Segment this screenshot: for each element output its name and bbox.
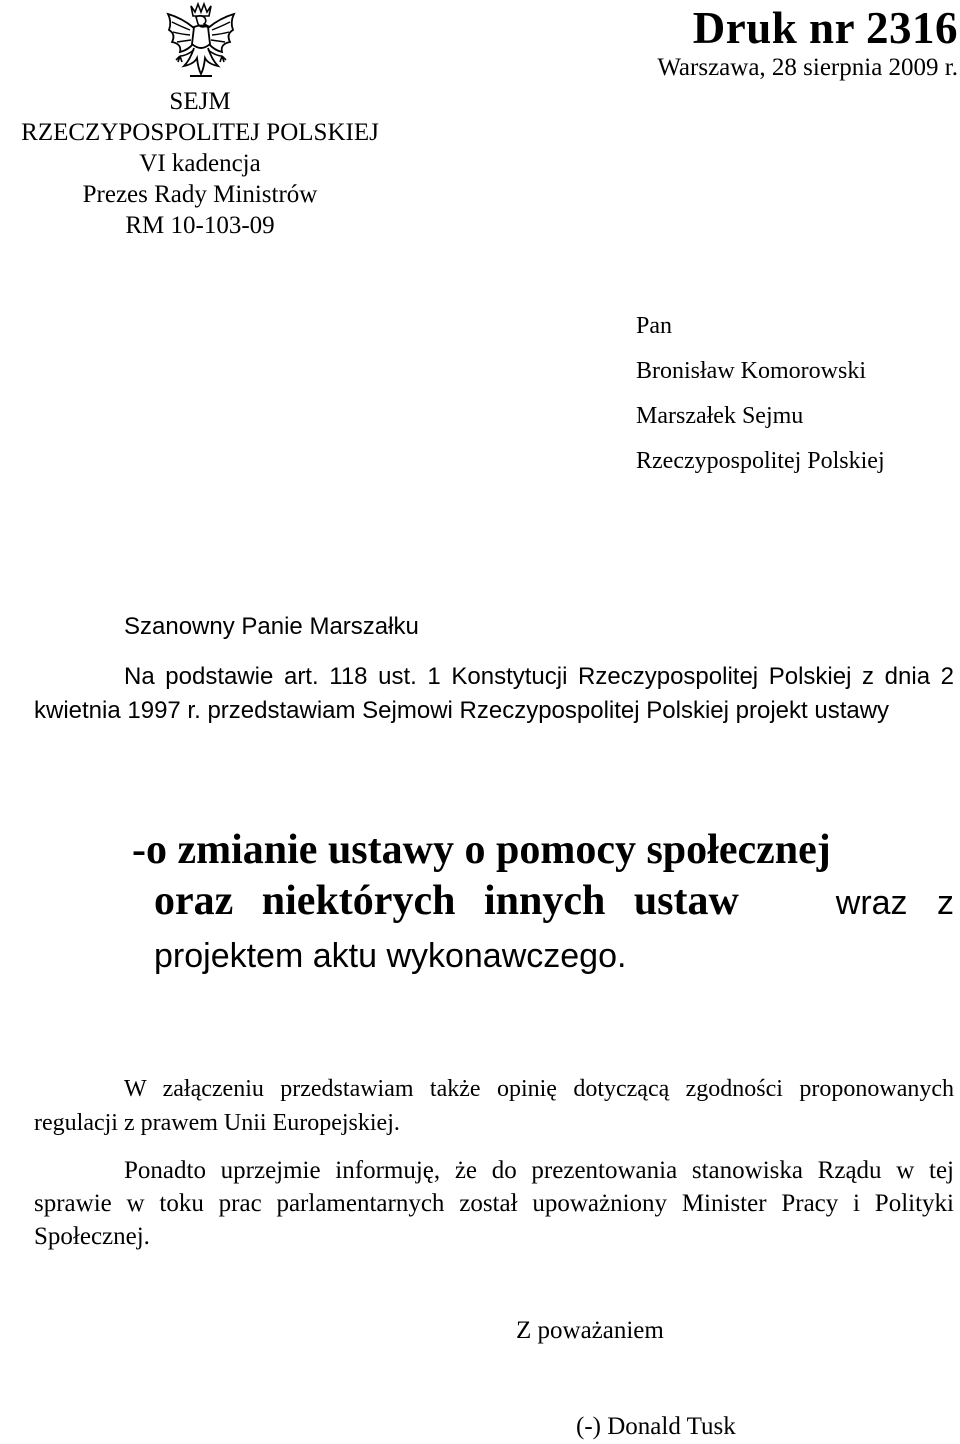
paragraph-attachment xyxy=(34,1072,954,1140)
sender-line: SEJM xyxy=(169,88,231,115)
bill-title-line-2-bold: oraz niektórych innych ustaw xyxy=(154,878,739,924)
salutation: Szanowny Panie Marszałku xyxy=(124,613,419,640)
sender-line: RZECZYPOSPOLITEJ POLSKIEJ xyxy=(21,119,379,146)
signature: (-) Donald Tusk xyxy=(576,1413,736,1440)
sender-line: VI kadencja xyxy=(139,150,261,177)
paragraph-intro-text: Na podstawie art. 118 ust. 1 Konstytucji Rzeczypospolitej Polskiej z dnia 2 kwietnia 1997 r. przedstawiam Sejmowi Rzeczypospolitej Polskiej projekt ustawy xyxy=(34,663,954,724)
bill-title-block xyxy=(132,826,956,982)
addressee-line: Bronisław Komorowski xyxy=(636,358,866,384)
paragraph-representative-text: Ponadto uprzejmie informuję, że do prezentowania stanowiska Rządu w tej sprawie w toku prac parlamentarnych został upoważniony Minister Pracy i Polityki Społecznej. xyxy=(34,1157,954,1250)
polish-eagle-emblem xyxy=(160,0,242,82)
letter-date: Warszawa, 28 sierpnia 2009 r. xyxy=(657,54,958,81)
paragraph-intro xyxy=(34,660,954,728)
bill-title-line-3: projektem aktu wykonawczego. xyxy=(154,937,627,975)
addressee-line: Pan xyxy=(636,313,672,339)
sender-line: RM 10-103-09 xyxy=(125,212,275,239)
closing: Z poważaniem xyxy=(516,1317,664,1344)
addressee-line: Marszałek Sejmu xyxy=(636,403,804,429)
sender-line: Prezes Rady Ministrów xyxy=(82,181,318,208)
paragraph-representative xyxy=(34,1154,954,1253)
paragraph-attachment-text: W załączeniu przedstawiam także opinię dotyczącą zgodności proponowanych regulacji z prawem Unii Europejskiej. xyxy=(34,1076,954,1136)
bill-title-line-1: -o zmianie ustawy o pomocy społecznej xyxy=(132,827,831,873)
sender-block xyxy=(0,86,400,241)
addressee-line: Rzeczypospolitej Polskiej xyxy=(636,448,885,474)
bill-title-line-2 xyxy=(154,874,954,930)
bill-title-line-2-normal: wraz z xyxy=(835,884,954,922)
print-number: Druk nr 2316 xyxy=(692,3,958,53)
addressee-block xyxy=(636,304,885,484)
